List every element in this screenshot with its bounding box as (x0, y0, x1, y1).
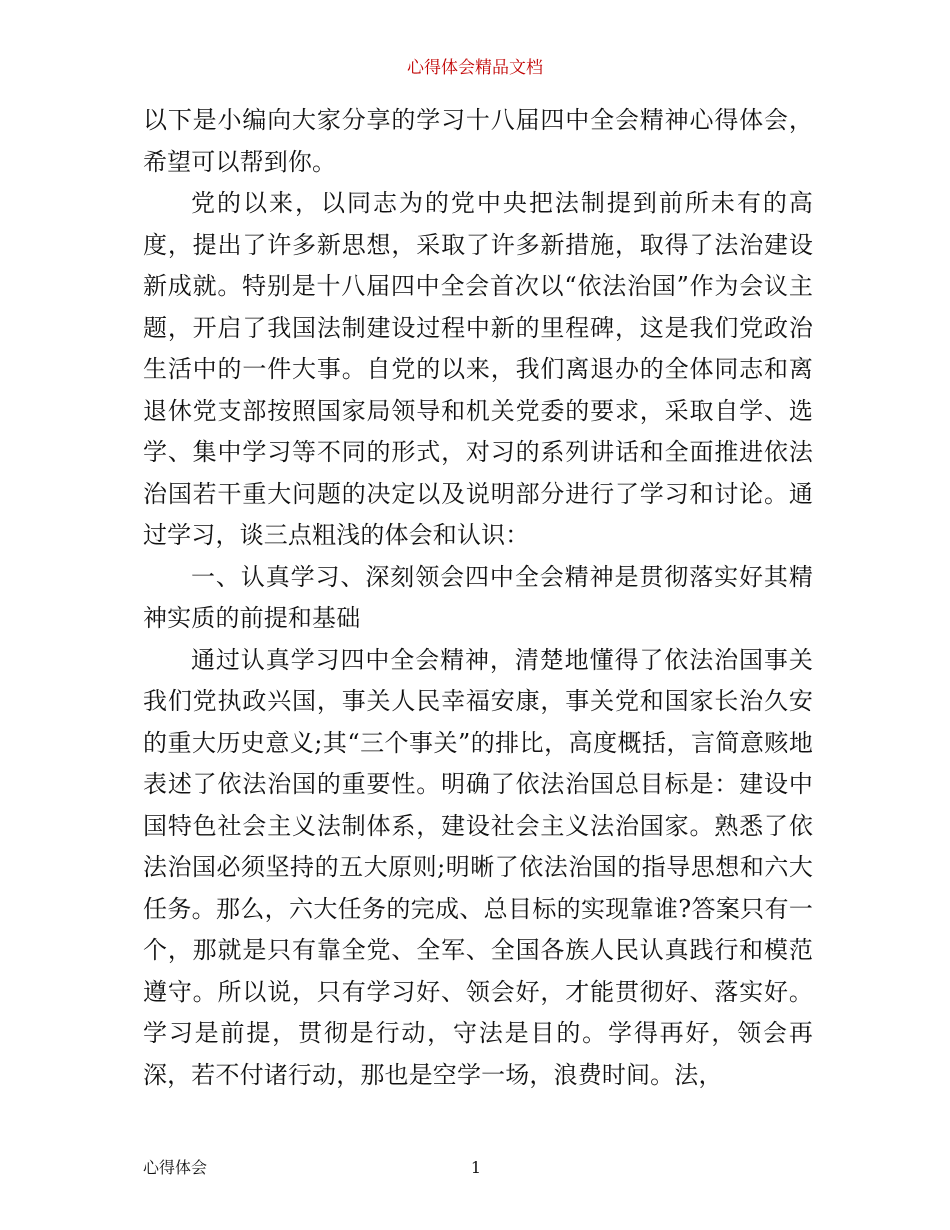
body-paragraph-2: 通过认真学习四中全会精神，清楚地懂得了依法治国事关我们党执政兴国，事关人民幸福安康，事关党和国家长治久安的重大历史意义;其“三个事关”的排比，高度概括，言简意赅地表述了依法治国的重要性。明确了依法治国总目标是：建设中国特色社会主义法制体系，建设社会主义法治国家。熟悉了依法治国必须坚持的五大原则;明晰了依法治国的指导思想和六大任务。那么，六大任务的完成、总目标的实现靠谁?答案只有一个，那就是只有靠全党、全军、全国各族人民认真践行和模范遵守。所以说，只有学习好、领会好，才能贯彻好、落实好。学习是前提，贯彻是行动，守法是目的。学得再好，领会再深，若不付诸行动，那也是空学一场，浪费时间。法， (143, 645, 813, 1089)
document-header-title: 心得体会精品文档 (407, 58, 543, 78)
section-heading-1: 一、认真学习、深刻领会四中全会精神是贯彻落实好其精神实质的前提和基础 (143, 562, 813, 632)
body-paragraph-1: 党的以来，以同志为的党中央把法制提到前所未有的高度，提出了许多新思想，采取了许多新措施，取得了法治建设新成就。特别是十八届四中全会首次以“依法治国”作为会议主题，开启了我国法制建设过程中新的里程碑，这是我们党政治生活中的一件大事。自党的以来，我们离退办的全体同志和离退休党支部按照国家局领导和机关党委的要求，采取自学、选学、集中学习等不同的形式，对习的系列讲话和全面推进依法治国若干重大问题的决定以及说明部分进行了学习和讨论。通过学习，谈三点粗浅的体会和认识： (143, 189, 813, 549)
footer-label: 心得体会 (143, 1158, 208, 1177)
intro-paragraph: 以下是小编向大家分享的学习十八届四中全会精神心得体会，希望可以帮到你。 (143, 106, 813, 176)
document-body (143, 100, 813, 1096)
page-number: 1 (470, 1158, 482, 1177)
